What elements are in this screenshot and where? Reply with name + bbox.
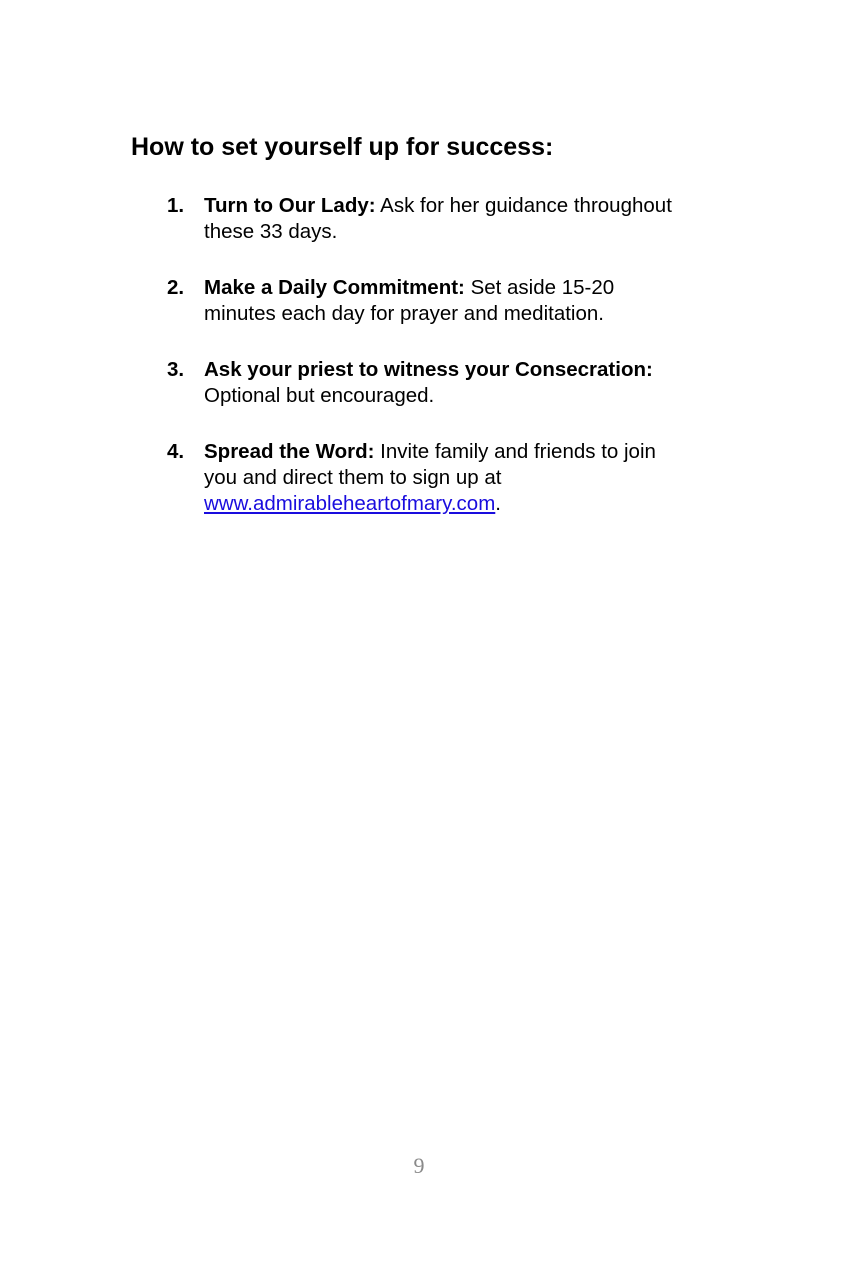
list-item-text: you and direct them to sign up at: [204, 466, 502, 489]
list-item-link-line: [204, 491, 727, 517]
list-item-lead: Make a Daily Commitment:: [204, 276, 465, 299]
list-item-number: 4.: [167, 440, 185, 463]
list-item-lead: Turn to Our Lady:: [204, 194, 376, 217]
website-link[interactable]: www.admirableheartofmary.com: [204, 492, 496, 515]
list-item-number: 2.: [167, 276, 185, 299]
list-item-text: .: [495, 492, 501, 515]
list-item-number: 1.: [167, 194, 185, 217]
page-number: 9: [413, 1153, 425, 1178]
list-item: [167, 193, 727, 245]
list-item: [167, 275, 727, 327]
list-item-first-line: [204, 275, 727, 301]
list-item-text: these 33 days.: [204, 220, 338, 243]
list-item-text: Set aside 15-20: [464, 276, 615, 299]
list-item-number: 3.: [167, 358, 185, 381]
list-item: [167, 439, 727, 517]
section-heading: How to set yourself up for success:: [131, 133, 554, 161]
list-item-first-line: [204, 439, 727, 465]
list-item-text: Optional but encouraged.: [204, 384, 435, 407]
list-item-text: Invite family and friends to join: [374, 440, 656, 463]
list-item-first-line: [204, 193, 727, 219]
list-item-text: minutes each day for prayer and meditation.: [204, 302, 604, 325]
list-item-lead: Ask your priest to witness your Consecration:: [204, 358, 653, 381]
list-item-text: Ask for her guidance throughout: [375, 194, 672, 217]
list-item-lead: Spread the Word:: [204, 440, 375, 463]
list-item: [167, 357, 727, 409]
success-steps-list: [167, 193, 727, 547]
